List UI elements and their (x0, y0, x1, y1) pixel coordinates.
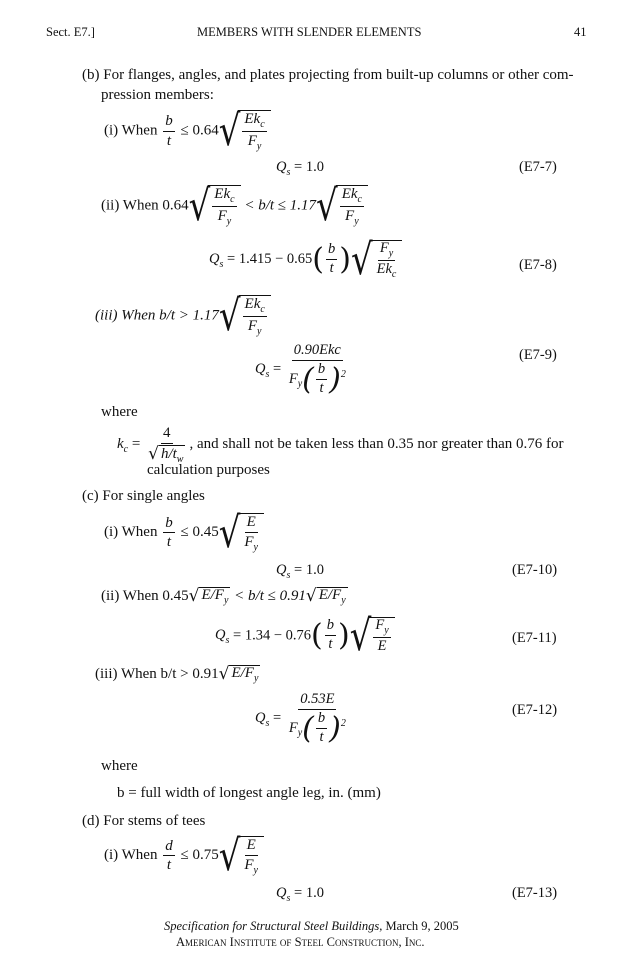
b-iii-label: (iii) When b/t > 1.17 (95, 307, 219, 324)
kc-definition: $k_c$ = 4 √ $h/t_w$ , and shall not be taken less than 0.35 nor greater than 0.76 for (117, 425, 564, 465)
equation-tag-e7-13: (E7-13) (512, 885, 558, 901)
equation-tag-e7-9: (E7-9) (519, 347, 557, 363)
c-i-condition: (i) When $\frac{b}{t}$ ≤ 0.45 √ $\frac{E}{F_y}$ (104, 513, 264, 553)
b-i-label: (i) When (104, 122, 158, 139)
equation-e7-7: $Q_s = 1.0$ (276, 159, 324, 178)
b-ii-label: (ii) When 0.64 (101, 197, 189, 214)
equation-tag-e7-8: (E7-8) (519, 257, 557, 273)
d-intro: (d) For stems of tees (82, 813, 206, 829)
equation-tag-e7-11: (E7-11) (512, 630, 557, 646)
b-intro-line1: (b) For flanges, angles, and plates projecting from built-up columns or other com- (82, 67, 574, 83)
b-definition: b = full width of longest angle leg, in. (mm) (117, 785, 381, 801)
equation-tag-e7-7: (E7-7) (519, 159, 557, 175)
equation-e7-11: $Q_s = 1.34 - 0.76$( $\frac{b}{t}$ ) √ $\frac{F_y}{E}$ (215, 617, 395, 655)
header-title: MEMBERS WITH SLENDER ELEMENTS (197, 25, 422, 39)
equation-tag-e7-10: (E7-10) (512, 562, 558, 578)
c-ii-condition: (ii) When 0.45 √ $E/F_y$ < b/t ≤ 0.91 √ $E/F_y$ (101, 586, 346, 606)
b-ii-mid: < b/t ≤ 1.17 (244, 197, 317, 214)
footer-date: March 9, 2005 (382, 919, 459, 933)
header-section: Sect. E7.] (46, 25, 95, 39)
c-intro: (c) For single angles (82, 488, 205, 504)
d-i-condition: (i) When $\frac{d}{t}$ ≤ 0.75 √ $\frac{E}{F_y}$ (104, 836, 264, 876)
footer-title: Specification for Structural Steel Buildings, (164, 919, 383, 933)
page-number: 41 (574, 25, 587, 39)
equation-e7-12: $Q_s$ = 0.53E $F_y$( $\frac{b}{t}$ )$^2$ (255, 691, 346, 746)
equation-e7-10: $Q_s = 1.0$ (276, 562, 324, 581)
b-iii-condition: (iii) When b/t > 1.17 √ $\frac{Ek_c}{F_y}$ (95, 295, 271, 337)
footer-line1 (164, 920, 459, 933)
equation-e7-9: $Q_s$ = 0.90Ekc $F_y$( $\frac{b}{t}$ )$^2$ (255, 342, 346, 397)
footer-publisher: American Institute of Steel Construction, Inc. (176, 935, 425, 949)
equation-e7-13: $Q_s = 1.0$ (276, 885, 324, 904)
b-ii-condition: (ii) When 0.64 √ $\frac{Ek_c}{F_y}$ < b/t ≤ 1.17 √ $\frac{Ek_c}{F_y}$ (101, 185, 368, 227)
where-label-2: where (101, 758, 138, 774)
equation-tag-e7-12: (E7-12) (512, 702, 558, 718)
b-over-t-fraction: $\frac{b}{t}$ (165, 113, 173, 149)
kc-definition-line2: calculation purposes (147, 462, 270, 478)
equation-e7-8: $Q_s = 1.415 - 0.65$( $\frac{b}{t}$ ) √ $\frac{F_y}{Ek_c}$ (209, 240, 402, 280)
c-iii-condition: (iii) When b/t > 0.91 √ $E/F_y$ (95, 664, 259, 684)
b-intro-line2: pression members: (101, 87, 214, 103)
where-label: where (101, 404, 138, 420)
sqrt-ekc-fy: √ $\frac{Ek_c}{F_y}$ (219, 110, 271, 152)
b-i-condition: (i) When $\frac{b}{t}$ ≤ 0.64 √ $\frac{Ek_c}{F_y}$ (104, 110, 271, 152)
b-i-coef: 0.64 (192, 122, 219, 139)
